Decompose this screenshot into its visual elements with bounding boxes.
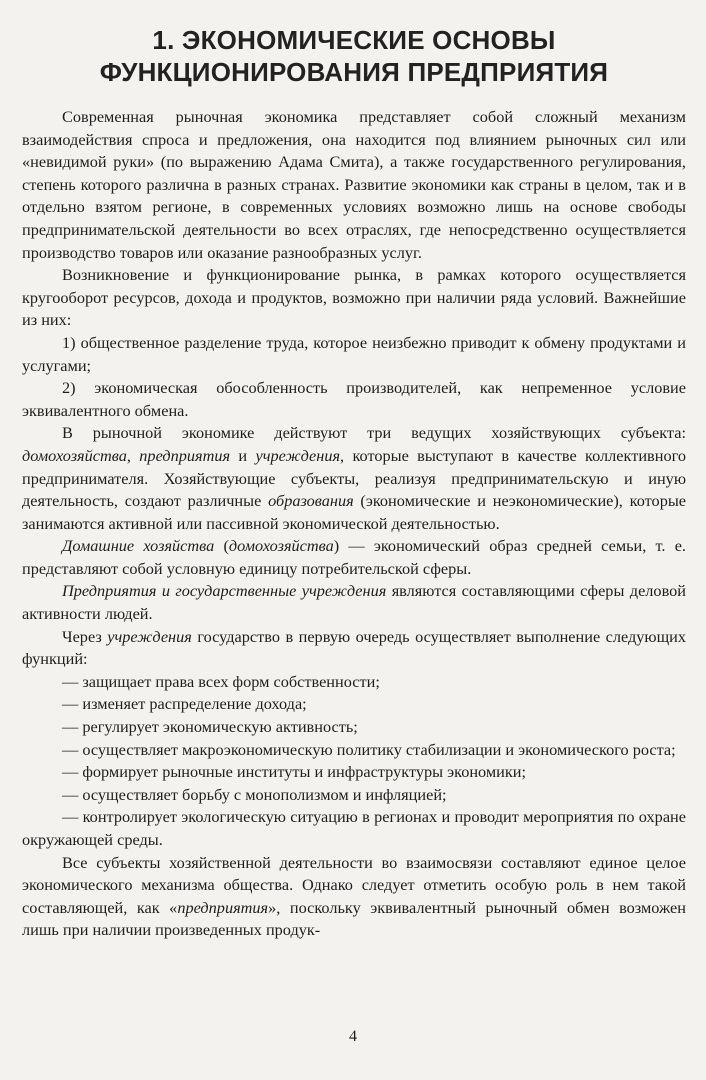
list-item-function-3: — регулирует экономическую активность; [62, 717, 358, 737]
term-households-2: домохозяйства [228, 536, 334, 556]
term-enterprises-institutions: Предприятия и государственные учреждения [62, 581, 387, 601]
term-enterprises: предприятия [139, 445, 231, 465]
term-institutions: учреждения [255, 445, 341, 465]
paragraph-economic-subjects: В рыночной экономике действуют три ведущих хозяйствующих субъекта: домохозяйства, предприятия и учреждения, которые выступают в качестве коллективного предпринимателя. Хозяйствующие субъекты, реализуя предпринимательскую и иную деятельность, создают различные образования (экономические и неэкономические), которые занимаются активной или пассивной экономической деятельностью. [22, 423, 686, 533]
list-item-function-1: — защищает права всех форм собственности; [62, 671, 380, 691]
paragraph-market-economy: Современная рыночная экономика представляет собой сложный механизм взаимодействия спроса и предложения, она находится под влиянием рыночных сил или «невидимой руки» (по выражению Адама Смита), а также государственного регулирования, степень которого различна в разных странах. Развитие экономики как страны в целом, так и в отдельно взятом регионе, в современных условиях возможно лишь на основе свободы предпринимательской деятельности во всех отраслях, где непосредственно осуществляется производство товаров или оказание разнообразных услуг. [22, 107, 686, 262]
chapter-title [22, 24, 686, 88]
term-formations: образования [268, 491, 354, 511]
list-item-function-6: — осуществляет борьбу с монополизмом и инфляцией; [62, 784, 447, 804]
paragraph-market-conditions: Возникновение и функционирование рынка, в рамках которого осуществляется кругооборот ресурсов, дохода и продуктов, возможно при наличии ряда условий. Важнейшие из них: [22, 265, 686, 330]
list-item-function-2: — изменяет распределение дохода; [62, 694, 307, 714]
chapter-title-line-2: ФУНКЦИОНИРОВАНИЯ ПРЕДПРИЯТИЯ [99, 57, 609, 87]
list-condition-1: 1) общественное разделение труда, которое неизбежно приводит к обмену продуктами и услугами; [22, 332, 686, 375]
term-home-households: Домашние хозяйства [62, 536, 215, 556]
page-number: 4 [349, 1028, 357, 1045]
list-item-function-4: — осуществляет макроэкономическую политику стабилизации и экономического роста; [62, 739, 676, 759]
list-item-function-7: — контролирует экологическую ситуацию в регионах и проводит мероприятия по охране окружающей среды. [22, 807, 686, 849]
term-households: домохозяйства [22, 445, 127, 465]
chapter-body [22, 106, 686, 942]
term-enterprises-quoted: предприятия [177, 897, 269, 917]
paragraph-state-functions: Через учреждения государство в первую очередь осуществляет выполнение следующих функций: [22, 626, 686, 669]
list-item-function-5: — формирует рыночные институты и инфраструктуры экономики; [62, 762, 527, 782]
term-institutions-2: учреждения [107, 626, 192, 646]
paragraph-subjects-unity: Все субъекты хозяйственной деятельности во взаимосвязи составляют единое целое экономического механизма общества. Однако следует отметить особую роль в нем такой составляющей, как «предприятия», поскольку эквивалентный рыночный обмен возможен лишь при наличии произведенных продук- [22, 852, 686, 940]
paragraph-households: Домашние хозяйства (домохозяйства) — экономический образ средней семьи, т. е. представляют собой условную единицу потребительской сферы. [22, 536, 687, 578]
paragraph-enterprises: Предприятия и государственные учреждения являются составляющими сферы деловой активности людей. [22, 581, 686, 624]
chapter-title-line-1: 1. ЭКОНОМИЧЕСКИЕ ОСНОВЫ [152, 25, 556, 55]
list-condition-2: 2) экономическая обособленность производителей, как непременное условие эквивалентного обмена. [22, 378, 686, 420]
